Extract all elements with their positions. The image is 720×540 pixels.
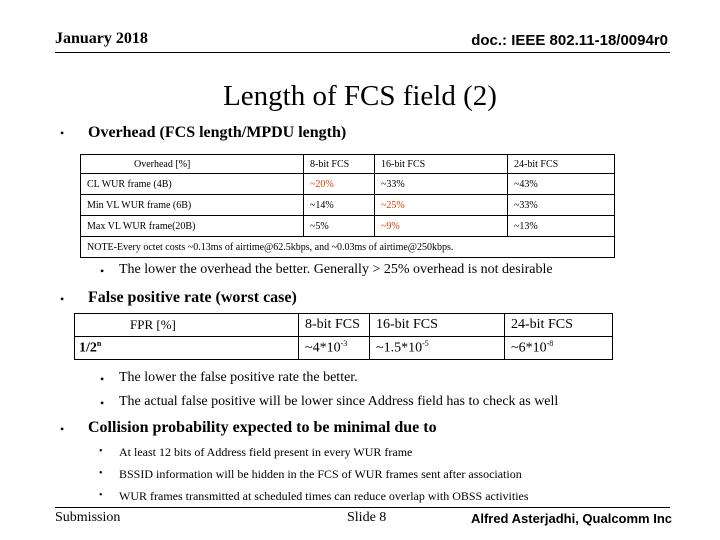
- bullet-icon: •: [99, 490, 103, 501]
- overhead-note-bullet: The lower the overhead the better. Generally > 25% overhead is not desirable: [119, 262, 553, 277]
- table-cell: ~43%: [508, 174, 615, 195]
- table-cell: ~9%: [375, 216, 508, 237]
- bullet-icon: •: [60, 292, 65, 306]
- value-base: ~6*10: [511, 340, 547, 356]
- value-exp: -8: [546, 339, 554, 349]
- header-date: January 2018: [55, 30, 148, 47]
- overhead-bullet: Overhead (FCS length/MPDU length): [88, 124, 347, 141]
- table-note: NOTE-Every octet costs ~0.13ms of airtime@62.5kbps, and ~0.03ms of airtime@250kbps.: [81, 237, 615, 258]
- row-label: Min VL WUR frame (6B): [81, 195, 304, 216]
- table-cell: [505, 337, 613, 360]
- fpr-sub-bullet: The actual false positive will be lower since Address field has to check as well: [119, 394, 559, 409]
- table-header-cell: FPR [%]: [75, 314, 299, 337]
- header-divider: [55, 52, 670, 53]
- footer-submission: Submission: [55, 510, 121, 525]
- fpr-table: [74, 313, 613, 360]
- header-doc-id: doc.: IEEE 802.11-18/0094r0: [471, 32, 668, 49]
- row-label: [75, 337, 299, 360]
- table-cell: ~33%: [375, 174, 508, 195]
- collision-sub-bullet: WUR frames transmitted at scheduled times can reduce overlap with OBSS activities: [119, 489, 529, 503]
- footer-slide-number: Slide 8: [347, 510, 387, 525]
- fpr-bullet: False positive rate (worst case): [88, 289, 297, 306]
- table-note-row: [81, 237, 615, 258]
- value-base: ~1.5*10: [376, 340, 423, 356]
- table-header-row: [75, 314, 613, 337]
- table-row: [75, 337, 613, 360]
- collision-sub-bullet: At least 12 bits of Address field present in every WUR frame: [119, 445, 413, 459]
- table-row: [81, 174, 615, 195]
- table-header-cell: 8-bit FCS: [299, 314, 370, 337]
- bullet-icon: •: [60, 126, 65, 140]
- value-exp: -5: [422, 339, 429, 349]
- table-header-cell: 24-bit FCS: [508, 155, 615, 174]
- value-base: ~4*10: [305, 340, 341, 356]
- collision-sub-bullet: BSSID information will be hidden in the FCS of WUR frames sent after association: [119, 467, 522, 481]
- row-label: CL WUR frame (4B): [81, 174, 304, 195]
- table-cell: [299, 337, 370, 360]
- table-header-cell: Overhead [%]: [81, 155, 304, 174]
- table-header-cell: 24-bit FCS: [505, 314, 613, 337]
- table-cell: ~5%: [304, 216, 375, 237]
- table-row: [81, 216, 615, 237]
- bullet-icon: •: [99, 468, 103, 479]
- collision-bullet: Collision probability expected to be minimal due to: [88, 419, 437, 436]
- footer-divider: [55, 507, 670, 508]
- bullet-icon: •: [100, 264, 105, 278]
- footer-author: Alfred Asterjadhi, Qualcomm Inc: [470, 511, 672, 526]
- table-row: [81, 195, 615, 216]
- table-header-cell: 16-bit FCS: [370, 314, 505, 337]
- row-label-text: 1/2: [79, 340, 97, 356]
- table-header-cell: 8-bit FCS: [304, 155, 375, 174]
- fpr-sub-bullet: The lower the false positive rate the better.: [119, 370, 358, 385]
- overhead-table: [80, 154, 615, 258]
- bullet-icon: •: [99, 446, 103, 457]
- table-cell: ~20%: [304, 174, 375, 195]
- row-label: Max VL WUR frame(20B): [81, 216, 304, 237]
- table-cell: [370, 337, 505, 360]
- table-cell: ~33%: [508, 195, 615, 216]
- row-label-exp: n: [96, 339, 102, 349]
- table-header-row: [81, 155, 615, 174]
- value-exp: -3: [340, 339, 348, 349]
- table-cell: ~14%: [304, 195, 375, 216]
- slide-title: Length of FCS field (2): [223, 80, 497, 112]
- bullet-icon: •: [60, 422, 65, 436]
- table-cell: ~25%: [375, 195, 508, 216]
- bullet-icon: •: [100, 396, 105, 410]
- bullet-icon: •: [100, 372, 105, 386]
- table-header-cell: 16-bit FCS: [375, 155, 508, 174]
- table-cell: ~13%: [508, 216, 615, 237]
